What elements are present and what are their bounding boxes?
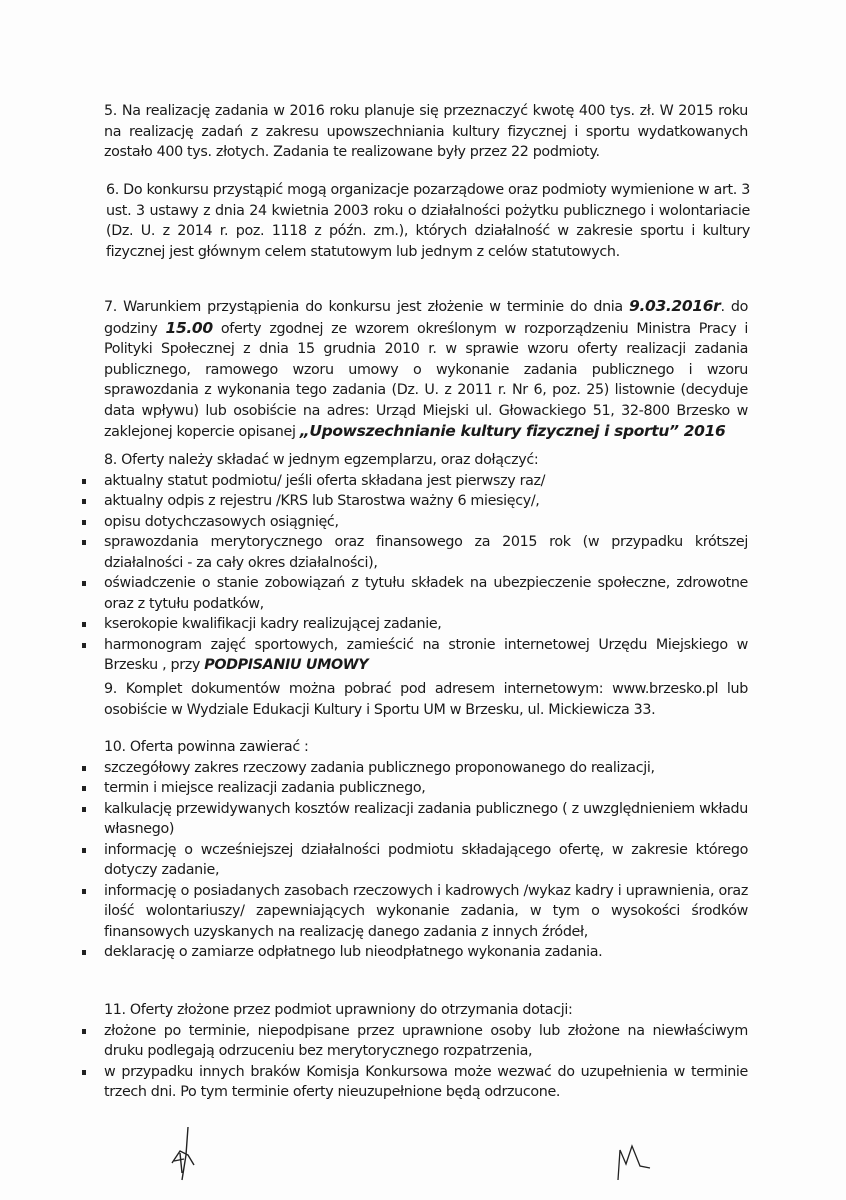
handwritten-initials-left-icon — [168, 1125, 208, 1185]
list-item: kalkulację przewidywanych kosztów realizacji zadania publicznego ( z uwzględnieniem wkładu własnego) — [104, 799, 748, 840]
list-item-text: harmonogram zajęć sportowych, zamieścić na stronie internetowej Urzędu Miejskiego w Brzesku , przy — [104, 636, 748, 673]
section-11-list — [104, 1021, 748, 1103]
section-7-text-2: . do godziny — [104, 299, 748, 337]
section-5 — [104, 101, 748, 163]
list-item: informację o posiadanych zasobach rzeczowych i kadrowych /wykaz kadry i uprawnienia, oraz ilość wolontariuszy/ zapewniających wykonanie zadania, w tym o wysokości środków finansowych uzyskanych na realizację danego zadania z innych źródeł, — [104, 881, 748, 943]
list-item: szczegółowy zakres rzeczowy zadania publicznego proponowanego do realizacji, — [104, 758, 748, 779]
section-5-text: 5. Na realizację zadania w 2016 roku planuje się przeznaczyć kwotę 400 tys. zł. W 2015 roku na realizację zadań z zakresu upowszechniania kultury fizycznej i sportu wydatkowanych zostało 400 tys. złotych. Zadania te realizowane były przez 22 podmioty. — [104, 103, 748, 160]
list-item — [104, 635, 748, 676]
section-10-heading: 10. Oferta powinna zawierać : — [104, 739, 309, 755]
list-item: aktualny odpis z rejestru /KRS lub Starostwa ważny 6 miesięcy/, — [104, 491, 748, 512]
section-7 — [104, 296, 748, 443]
section-7-text-3: oferty zgodnej ze wzorem określonym w rozporządzeniu Ministra Pracy i Polityki Społecznej z dnia 15 grudnia 2010 r. w sprawie wzoru oferty realizacji zadania publicznego, ramowego wzoru umowy o wykonanie zadania publicznego i wzoru sprawozdania z wykonania tego zadania (Dz. U. z 2011 r. Nr 6, poz. 25) listownie (decyduje data wpływu) lub osobiście na adres: Urząd Miejski ul. Głowackiego 51, 32-800 Brzesko w zaklejonej kopercie opisanej — [104, 320, 748, 440]
list-item: informację o wcześniejszej działalności podmiotu składającego ofertę, w zakresie którego dotyczy zadanie, — [104, 840, 748, 881]
section-10 — [104, 737, 748, 963]
handwritten-initials-right-icon — [614, 1140, 664, 1184]
list-item: kserokopie kwalifikacji kadry realizującej zadanie, — [104, 614, 748, 635]
deadline-date: 9.03.2016r — [629, 297, 721, 315]
envelope-label: „Upowszechnianie kultury fizycznej i sportu” 2016 — [299, 422, 726, 440]
section-6-text: 6. Do konkursu przystąpić mogą organizacje pozarządowe oraz podmioty wymienione w art. 3 ust. 3 ustawy z dnia 24 kwietnia 2003 roku o działalności pożytku publicznego i wolontariacie (Dz. U. z 2014 r. poz. 1118 z późn. zm.), których działalność w zakresie sportu i kultury fizycznej jest głównym celem statutowym lub jednym z celów statutowych. — [106, 182, 750, 260]
section-7-text-1: 7. Warunkiem przystąpienia do konkursu jest złożenie w terminie do dnia — [104, 299, 630, 315]
deadline-hour: 15.00 — [165, 318, 213, 337]
section-11-heading: 11. Oferty złożone przez podmiot uprawniony do otrzymania dotacji: — [104, 1002, 573, 1018]
section-11 — [104, 1000, 748, 1103]
list-item: złożone po terminie, niepodpisane przez uprawnione osoby lub złożone na niewłaściwym druku podlegają odrzuceniu bez merytorycznego rozpatrzenia, — [104, 1021, 748, 1062]
section-8 — [104, 450, 748, 676]
list-item: opisu dotychczasowych osiągnięć, — [104, 512, 748, 533]
section-8-heading: 8. Oferty należy składać w jednym egzemplarzu, oraz dołączyć: — [104, 452, 539, 468]
list-item: oświadczenie o stanie zobowiązań z tytułu składek na ubezpieczenie społeczne, zdrowotne oraz z tytułu podatków, — [104, 573, 748, 614]
list-item: sprawozdania merytorycznego oraz finansowego za 2015 rok (w przypadku krótszej działalności - za cały okres działalności), — [104, 532, 748, 573]
list-item: w przypadku innych braków Komisja Konkursowa może wezwać do uzupełnienia w terminie trzech dni. Po tym terminie oferty nieuzupełnione będą odrzucone. — [104, 1062, 748, 1103]
section-9 — [104, 679, 748, 720]
section-9-text: 9. Komplet dokumentów można pobrać pod adresem internetowym: www.brzesko.pl lub osobiście w Wydziale Edukacji Kultury i Sportu UM w Brzesku, ul. Mickiewicza 33. — [104, 681, 748, 718]
section-8-list — [104, 471, 748, 676]
signing-emphasis: PODPISANIU UMOWY — [204, 657, 369, 673]
section-6 — [106, 180, 750, 262]
section-10-list — [104, 758, 748, 963]
list-item: deklarację o zamiarze odpłatnego lub nieodpłatnego wykonania zadania. — [104, 942, 748, 963]
list-item: termin i miejsce realizacji zadania publicznego, — [104, 778, 748, 799]
list-item: aktualny statut podmiotu/ jeśli oferta składana jest pierwszy raz/ — [104, 471, 748, 492]
